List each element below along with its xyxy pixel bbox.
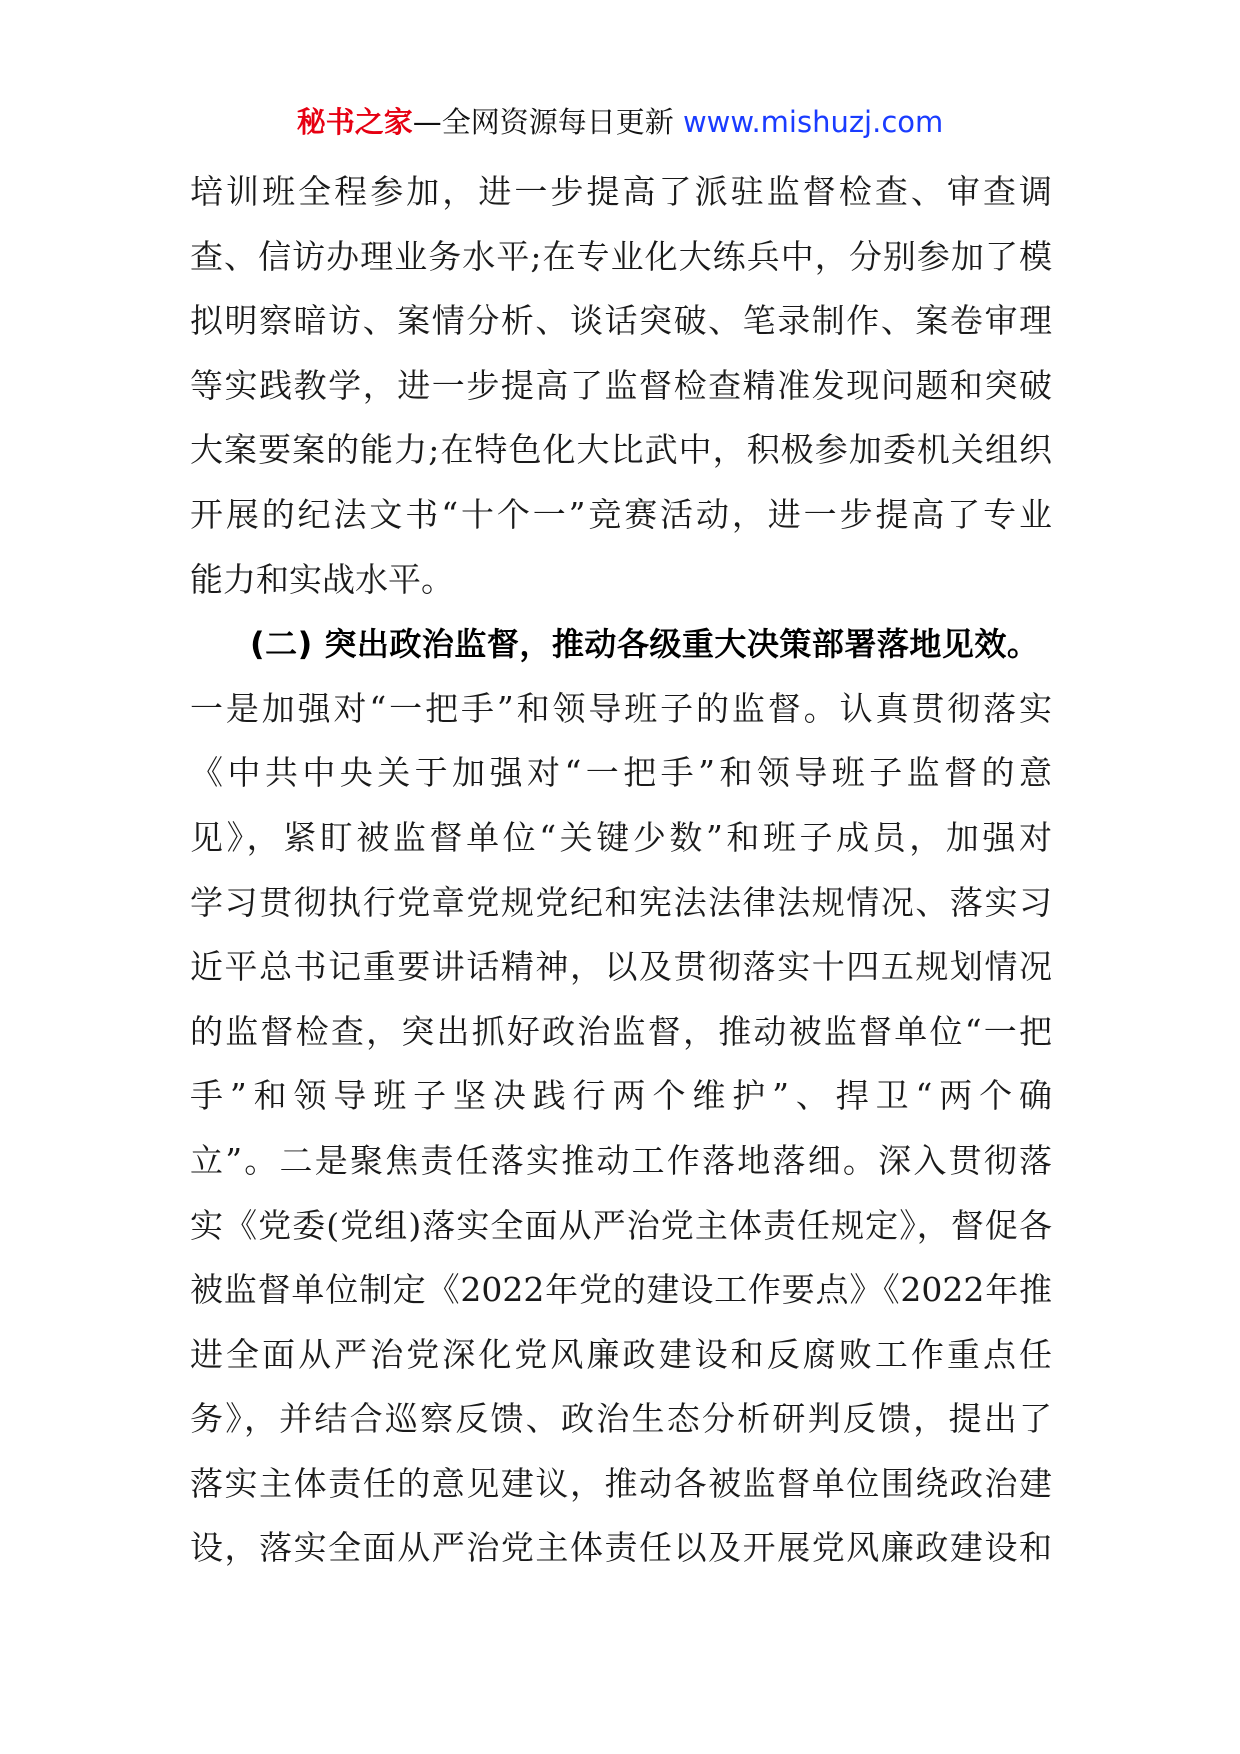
text-line: 一是加强对“一把手”和领导班子的监督。认真贯彻落实 [190,688,1052,728]
text-line: 的监督检查，突出抓好政治监督，推动被监督单位“一把 [190,1011,1052,1051]
text-line: 《中共中央关于加强对“一把手”和领导班子监督的意 [190,753,1052,793]
text-line: 等实践教学，进一步提高了监督检查精准发现问题和突破 [190,365,1052,405]
text-line: 落实主体责任的意见建议，推动各被监督单位围绕政治建 [190,1463,1052,1503]
text-line: 学习贯彻执行党章党规党纪和宪法法律法规情况、落实习 [190,882,1052,922]
text-line: 实《党委(党组)落实全面从严治党主体责任规定》，督促各 [190,1205,1052,1245]
section-heading: (二) 突出政治监督，推动各级重大决策部署落地见效。 [250,625,1040,664]
page-header [0,102,1240,142]
text-line: 拟明察暗访、案情分析、谈话突破、笔录制作、案卷审理 [190,301,1052,341]
text-line: 设，落实全面从严治党主体责任以及开展党风廉政建设和 [190,1528,1052,1568]
document-body [190,160,1052,1581]
text-line: 能力和实战水平。 [190,559,454,599]
text-line: 手”和领导班子坚决践行两个维护”、捍卫“两个确 [190,1076,1052,1116]
text-line: 进全面从严治党深化党风廉政建设和反腐败工作重点任 [190,1334,1052,1374]
text-line: 开展的纪法文书“十个一”竞赛活动，进一步提高了专业 [190,494,1052,534]
text-line: 务》，并结合巡察反馈、政治生态分析研判反馈，提出了 [190,1399,1052,1439]
text-line: 被监督单位制定《2022年党的建设工作要点》《2022年推 [190,1270,1052,1310]
text-line: 大案要案的能力;在特色化大比武中，积极参加委机关组织 [190,430,1052,470]
text-line: 培训班全程参加，进一步提高了派驻监督检查、审查调 [190,172,1052,211]
text-line: 立”。二是聚焦责任落实推动工作落地落细。深入贯彻落 [190,1140,1052,1180]
header-url-link[interactable]: www.mishuzj.com [682,105,944,139]
header-brand: 秘书之家 [296,105,413,139]
text-line: 见》，紧盯被监督单位“关键少数”和班子成员，加强对 [190,817,1052,857]
header-tagline: —全网资源每日更新 [412,105,674,139]
text-line: 近平总书记重要讲话精神，以及贯彻落实十四五规划情况 [190,947,1052,987]
text-line: 查、信访办理业务水平;在专业化大练兵中，分别参加了模 [190,236,1052,276]
